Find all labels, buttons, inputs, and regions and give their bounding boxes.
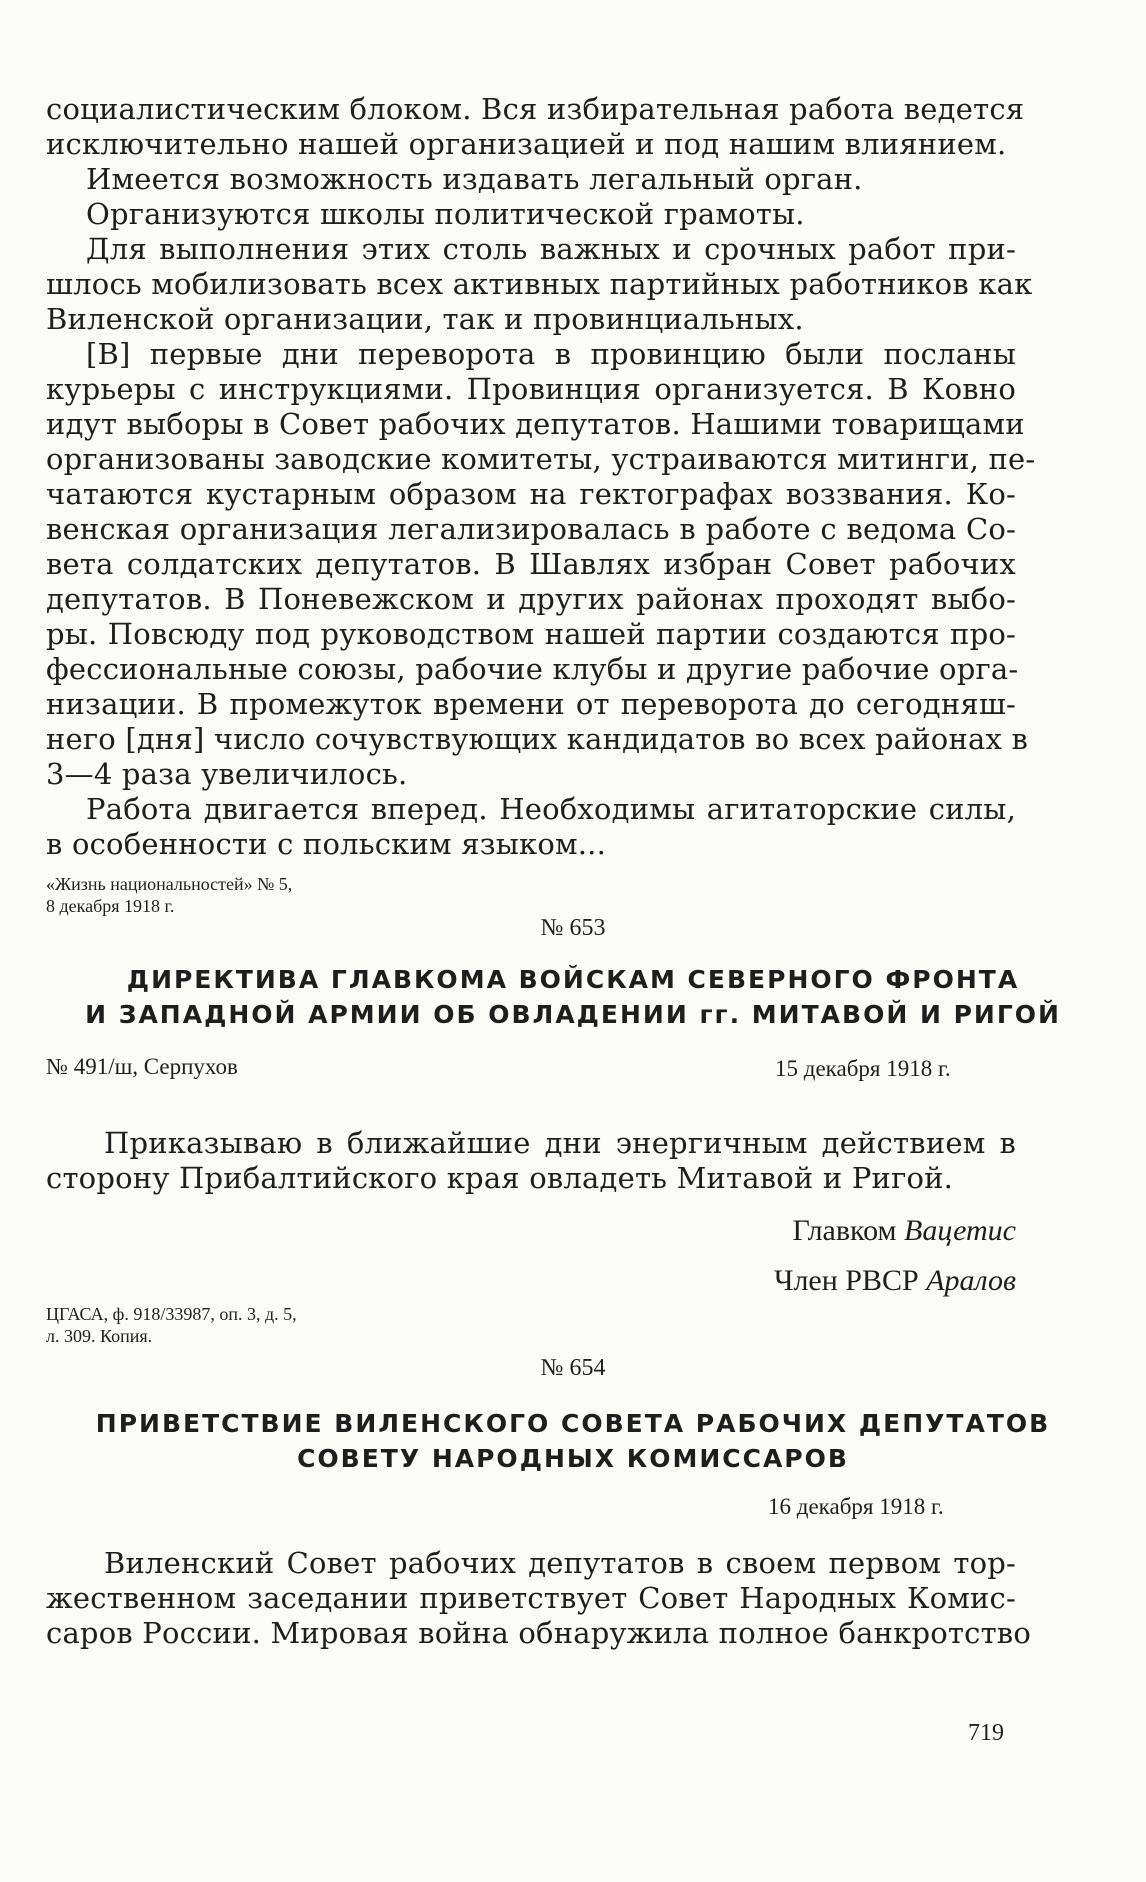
text-line: ры. Повсюду под руководством нашей партии создаются про- — [46, 617, 1016, 651]
title-line: И ЗАПАДНОЙ АРМИИ ОБ ОВЛАДЕНИИ гг. МИТАВОЙ И РИГОЙ — [85, 1000, 1061, 1029]
document-number: № 653 — [540, 915, 606, 941]
page-number: 719 — [968, 1720, 1004, 1746]
text-line: Виленской организации, так и провинциальных. — [46, 302, 804, 336]
source-citation — [46, 1303, 297, 1347]
text-line: чатаются кустарным образом на гектографах воззвания. Ко- — [46, 477, 1016, 511]
document-title — [0, 1406, 1146, 1476]
document-number: № 654 — [540, 1355, 606, 1381]
text-line: 3—4 раза увеличилось. — [46, 757, 408, 791]
text-line: Организуются школы политической грамоты. — [86, 197, 805, 231]
signature-role: Главком — [792, 1214, 897, 1247]
text-line: венская организация легализировалась в работе с ведома Со- — [46, 512, 1016, 546]
text-line: шлось мобилизовать всех активных партийных работников как — [46, 267, 1033, 301]
continued-text — [46, 92, 1036, 862]
source-line: «Жизнь национальностей» № 5, — [46, 874, 293, 894]
text-line: сторону Прибалтийского края овладеть Митавой и Ригой. — [46, 1161, 954, 1195]
text-line: низации. В промежуток времени от переворота до сегодняш- — [46, 687, 1016, 721]
document-date: 16 декабря 1918 г. — [768, 1494, 944, 1519]
text-line: него [дня] число сочувствующих кандидатов во всех районах в — [46, 722, 1028, 756]
text-line: саров России. Мировая война обнаружила полное банкротство — [46, 1616, 1031, 1650]
text-line: в особенности с польским языком... — [46, 827, 606, 861]
text-line: Имеется возможность издавать легальный орган. — [86, 162, 863, 196]
document-reference: № 491/ш, Серпухов — [46, 1054, 238, 1079]
source-line: 8 декабря 1918 г. — [46, 896, 175, 916]
text-line: курьеры с инструкциями. Провинция организуется. В Ковно — [46, 372, 1016, 406]
text-line: Работа двигается вперед. Необходимы агитаторские силы, — [86, 792, 1016, 826]
text-line: вета солдатских депутатов. В Шавлях избран Совет рабочих — [46, 547, 1016, 581]
text-line: Приказываю в ближайшие дни энергичным действием в — [104, 1126, 1016, 1160]
signature-rvsr-member — [774, 1264, 1016, 1298]
document-title — [0, 962, 1146, 1032]
title-line: ПРИВЕТСТВИЕ ВИЛЕНСКОГО СОВЕТА РАБОЧИХ ДЕПУТАТОВ — [95, 1409, 1051, 1438]
source-line: ЦГАСА, ф. 918/33987, оп. 3, д. 5, — [46, 1304, 297, 1324]
text-line: Виленский Совет рабочих депутатов в своем первом тор- — [104, 1546, 1016, 1580]
source-line: л. 309. Копия. — [46, 1326, 153, 1346]
text-line: жественном заседании приветствует Совет Народных Комис- — [46, 1581, 1016, 1615]
signature-main-commander — [793, 1214, 1017, 1248]
text-line: [В] первые дни переворота в провинцию были посланы — [86, 337, 1016, 371]
text-line: идут выборы в Совет рабочих депутатов. Нашими товарищами — [46, 407, 1025, 441]
text-line: депутатов. В Поневежском и других районах проходят выбо- — [46, 582, 1016, 616]
signature-role: Член РВСР — [773, 1264, 919, 1297]
document-text — [46, 1546, 1031, 1651]
text-line: исключительно нашей организацией и под нашим влиянием. — [46, 127, 1007, 161]
signature-name: Аралов — [926, 1264, 1016, 1297]
title-line: ДИРЕКТИВА ГЛАВКОМА ВОЙСКАМ СЕВЕРНОГО ФРОНТА — [126, 965, 1020, 994]
text-line: Для выполнения этих столь важных и срочных работ при- — [86, 232, 1016, 266]
text-line: фессиональные союзы, рабочие клубы и другие рабочие орга- — [46, 652, 1019, 686]
source-citation — [46, 873, 292, 917]
title-line: СОВЕТУ НАРОДНЫХ КОМИССАРОВ — [297, 1444, 849, 1473]
signature-name: Вацетис — [904, 1214, 1016, 1247]
text-line: организованы заводские комитеты, устраиваются митинги, пе- — [46, 442, 1036, 476]
text-line: социалистическим блоком. Вся избирательная работа ведется — [46, 92, 1025, 126]
document-date: 15 декабря 1918 г. — [775, 1056, 951, 1081]
document-text — [46, 1126, 1016, 1196]
